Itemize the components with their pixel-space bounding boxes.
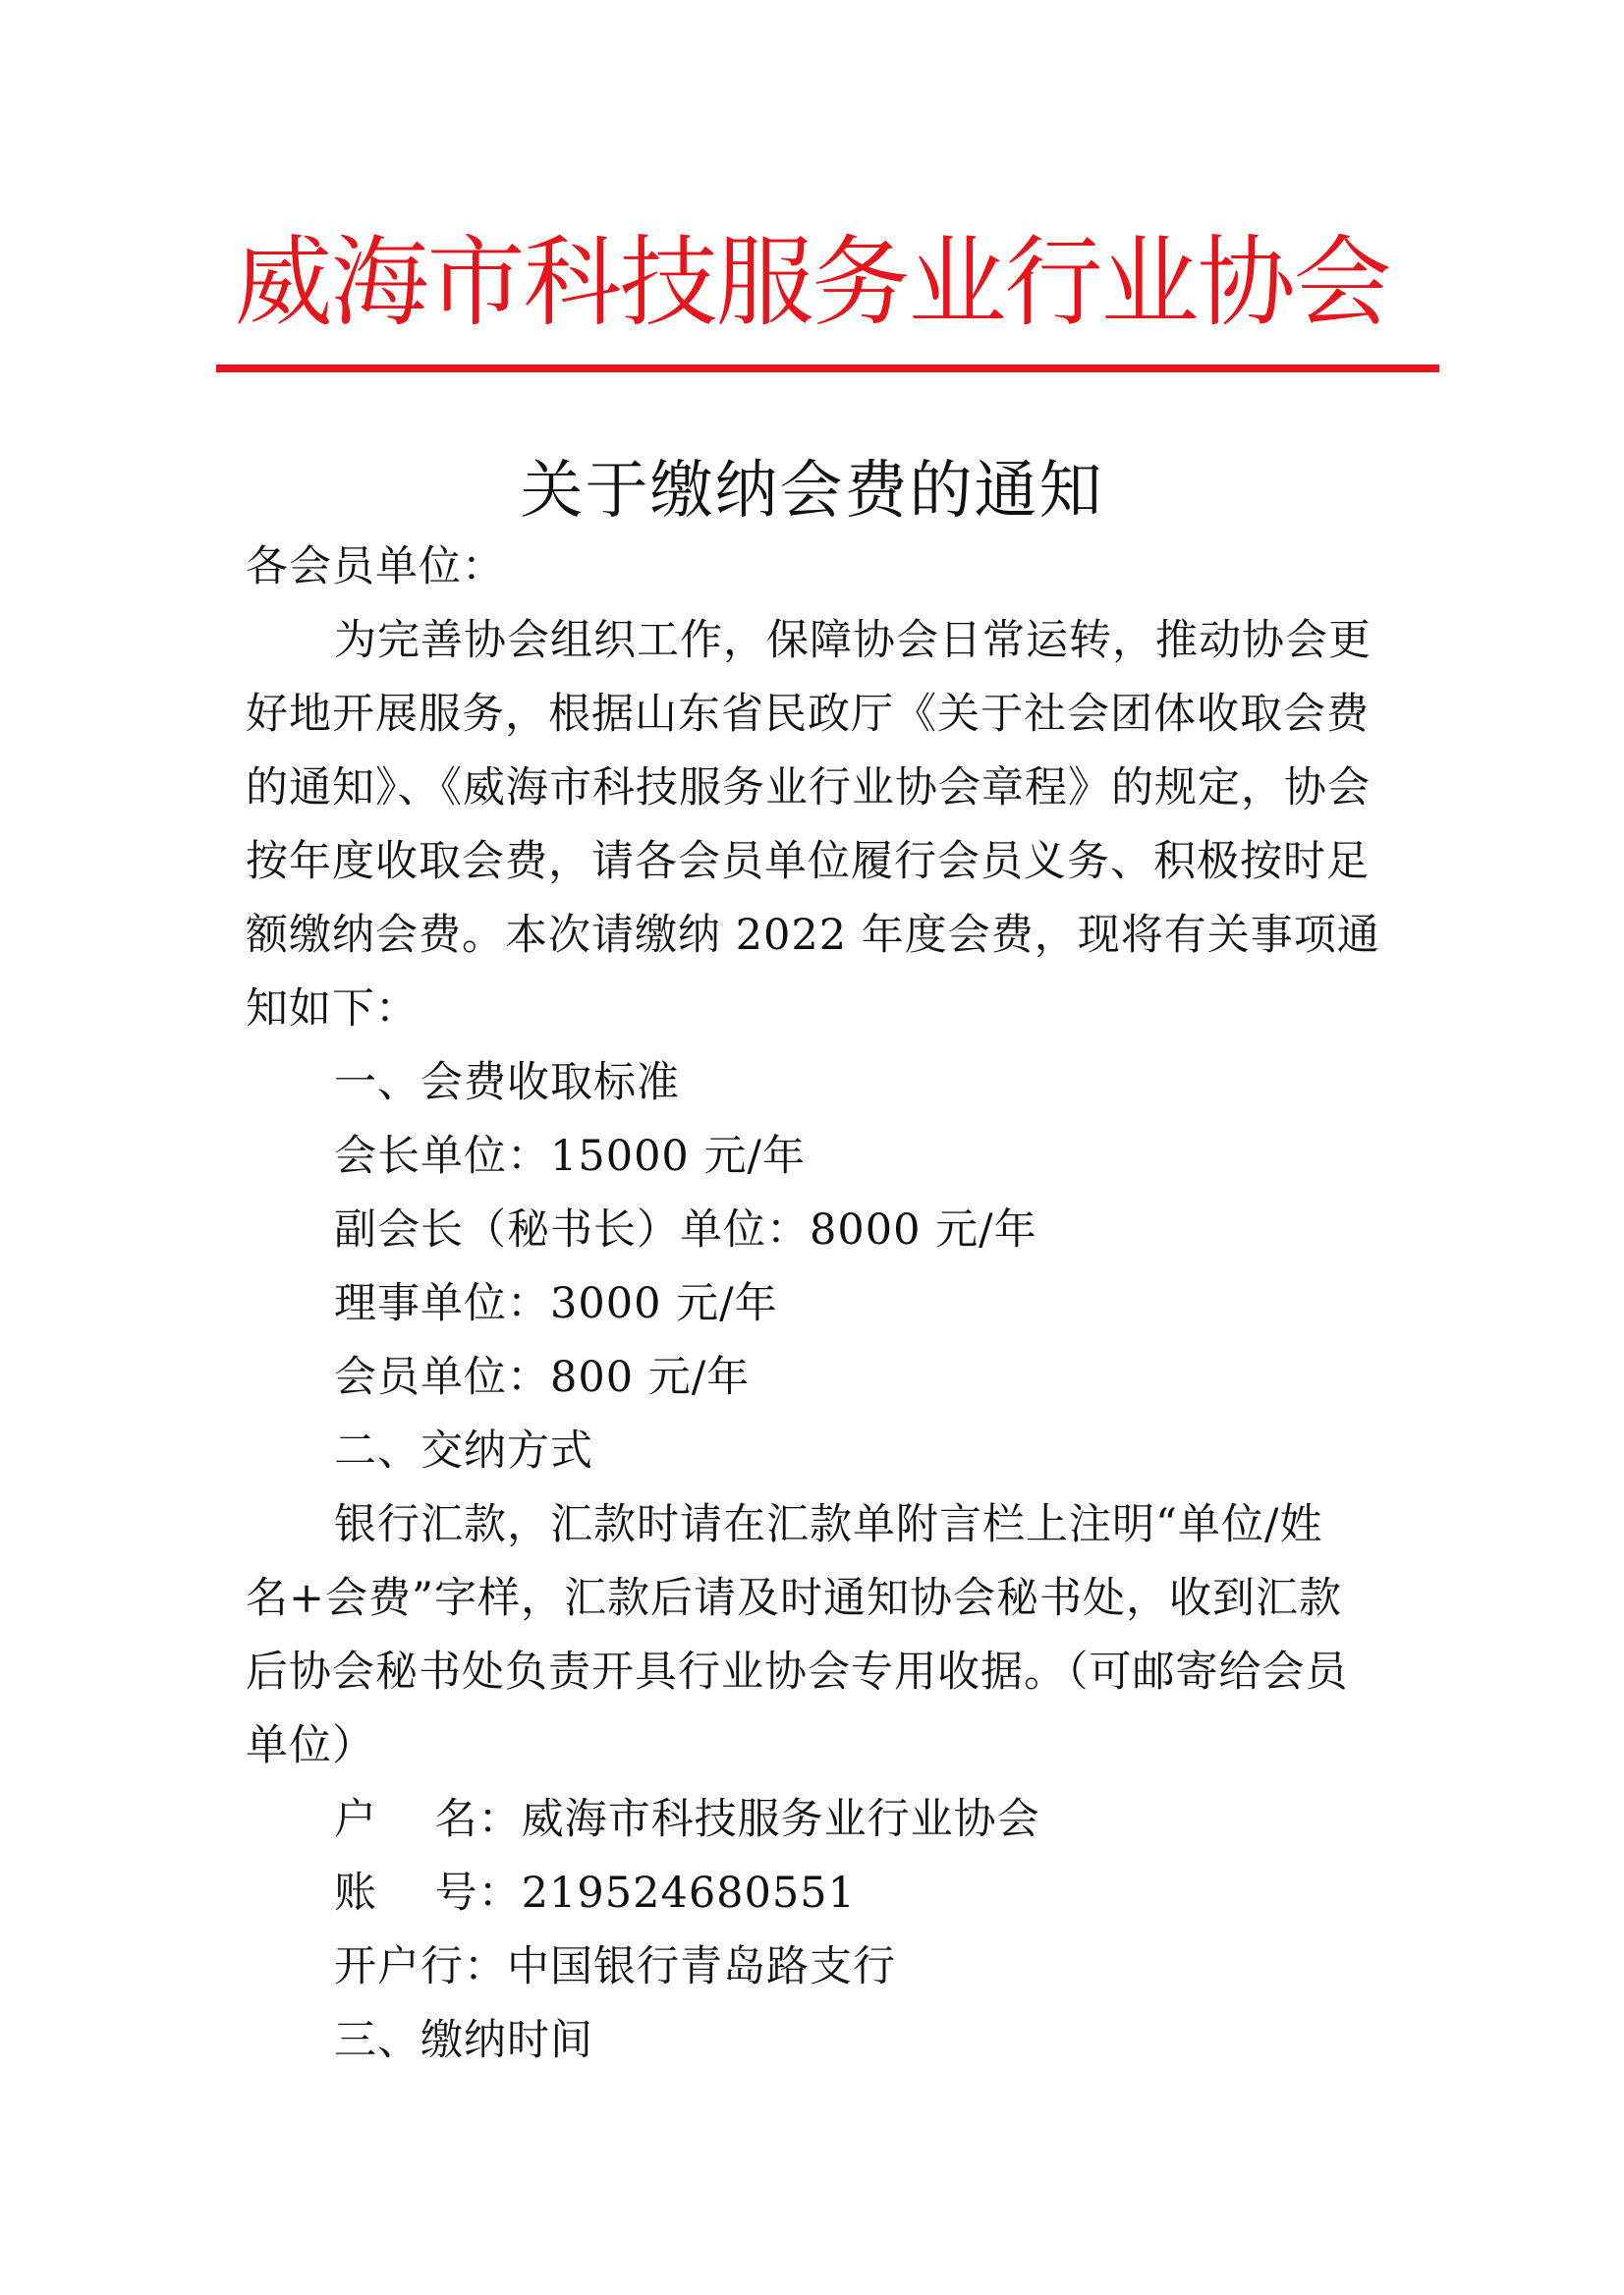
fee-item: 会长单位：15000 元/年 (334, 1132, 806, 1181)
fee-item: 会员单位：800 元/年 (334, 1353, 751, 1402)
section-3-heading: 三、缴纳时间 (334, 2016, 593, 2065)
salutation: 各会员单位： (246, 542, 505, 591)
notice-title: 关于缴纳会费的通知 (520, 455, 1104, 528)
intro-line: 为完善协会组织工作，保障协会日常运转，推动协会更 (334, 616, 1372, 665)
organization-header-title: 威海市科技服务业行业协会 (234, 225, 1390, 340)
section-2-heading: 二、交纳方式 (334, 1427, 593, 1476)
intro-line: 额缴纳会费。本次请缴纳 2022 年度会费，现将有关事项通 (246, 911, 1380, 960)
account-number: 账 号：219524680551 (334, 1869, 856, 1918)
red-header-divider (216, 364, 1439, 372)
intro-line: 按年度收取会费，请各会员单位履行会员义务、积极按时足 (246, 837, 1370, 886)
fee-item: 副会长（秘书长）单位：8000 元/年 (334, 1205, 1037, 1255)
intro-line: 的通知》、《威海市科技服务业行业协会章程》的规定，协会 (246, 763, 1371, 812)
section-1-heading: 一、会费收取标准 (334, 1058, 680, 1107)
intro-line: 知如下： (246, 984, 419, 1034)
intro-line: 好地开展服务，根据山东省民政厅《关于社会团体收取会费 (246, 690, 1370, 739)
payment-method-line: 后协会秘书处负责开具行业协会专用收据。（可邮寄给会员 (246, 1648, 1349, 1697)
fee-item: 理事单位：3000 元/年 (334, 1279, 778, 1328)
bank-branch: 开户行：中国银行青岛路支行 (334, 1942, 896, 1991)
payment-method-line: 银行汇款，汇款时请在汇款单附言栏上注明“单位/姓 (334, 1500, 1323, 1549)
payment-method-line: 名+会费”字样，汇款后请及时通知协会秘书处，收到汇款 (246, 1574, 1343, 1623)
account-name: 户 名：威海市科技服务业行业协会 (334, 1795, 1040, 1844)
payment-method-line: 单位） (246, 1721, 375, 1770)
